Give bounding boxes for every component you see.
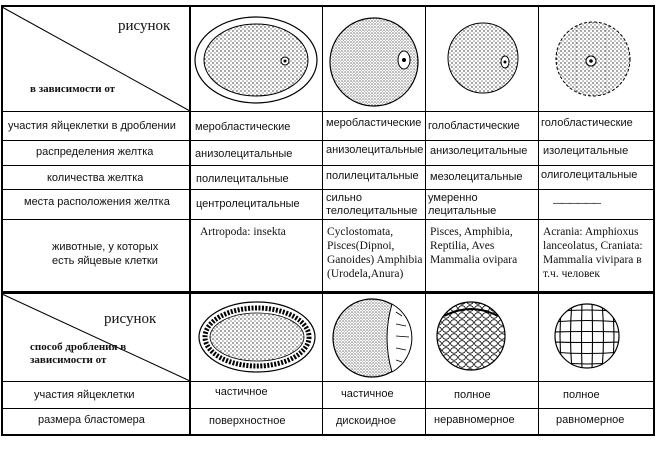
cleavage-superficial-picture: [196, 298, 318, 376]
cell-value: Pisces, Amphibia, Reptilia, Aves Mammalia ovipara: [430, 226, 518, 266]
diagonal-line: [2, 294, 190, 381]
row-label-egg-participation: участия яйцеклетки: [34, 389, 135, 401]
cell-value: Acrania: Amphioxus lanceolatus, Craniata: Mammalia vivipara в т.ч. человек: [543, 226, 643, 280]
cell-value: анизолецитальные: [195, 148, 293, 160]
cell-value: анизолецитальные: [430, 145, 528, 157]
grid-line: [653, 5, 655, 435]
grid-line: [1, 408, 655, 409]
row-label-yolk-location: места расположения желтка: [24, 196, 170, 208]
top-header-subtitle: в зависимости от: [30, 83, 116, 95]
cell-value: полное: [563, 389, 600, 401]
cell-value: дискоидное: [336, 415, 396, 427]
row-label-animals: животные, у которых есть яйцевые клетки: [52, 241, 159, 267]
cleavage-discoidal-picture: [330, 296, 420, 380]
grid-line: [538, 5, 539, 435]
cell-value: ——————: [553, 198, 601, 209]
cell-value: центролецитальные: [196, 198, 300, 210]
cleavage-equal-picture: [548, 298, 626, 376]
egg-oligolecithal-picture: [552, 18, 634, 100]
cell-value: меробластические: [326, 117, 422, 129]
cell-value: полное: [454, 389, 491, 401]
cell-value: голобластические: [541, 117, 633, 129]
grid-line: [425, 5, 426, 435]
cell-value: олиголецитальные: [541, 169, 638, 181]
cell-value: мезолецитальные: [430, 171, 523, 183]
cell-value: поверхностное: [209, 415, 286, 427]
cell-value: Cyclostomata, Pisces(Dipnoi, Ganoides) Amphibia (Urodela,Anura): [327, 226, 423, 280]
header-diagonals: [0, 0, 192, 385]
row-label-cleavage-participation: участия яйцеклетки в дроблении: [8, 120, 176, 132]
cell-value: неравномерное: [434, 414, 515, 426]
cell-value: сильно телолецитальные: [326, 192, 418, 217]
cell-value: Artropoda: insekta: [200, 226, 286, 238]
cell-value: изолецитальные: [543, 145, 629, 157]
cell-value: анизолецитальные: [326, 144, 424, 156]
cell-value: меробластические: [195, 121, 291, 133]
egg-telolecithal-picture: [326, 14, 422, 108]
grid-line: [1, 434, 655, 436]
cell-value: голобластические: [428, 120, 520, 132]
row-label-yolk-amount: количества желтка: [47, 172, 144, 184]
bottom-header-title: рисунок: [104, 313, 157, 326]
bottom-header-subtitle: способ дробления в зависимости от: [30, 341, 127, 366]
grid-line: [322, 5, 323, 435]
cell-value: полилецитальные: [326, 170, 419, 182]
cell-value: частичное: [215, 386, 268, 398]
egg-mesolecithal-picture: [443, 18, 523, 98]
row-label-blastomere-size: размера бластомера: [38, 414, 145, 426]
cell-value: умеренно лецитальные: [428, 192, 497, 217]
egg-centrolecithal-picture: [192, 14, 320, 108]
row-label-yolk-distribution: распределения желтка: [36, 146, 154, 158]
cell-value: равномерное: [556, 414, 625, 426]
top-header-title: рисунок: [118, 20, 171, 33]
cell-value: частичное: [341, 388, 394, 400]
cleavage-unequal-picture: [434, 298, 508, 374]
cell-value: полилецитальные: [196, 173, 289, 185]
